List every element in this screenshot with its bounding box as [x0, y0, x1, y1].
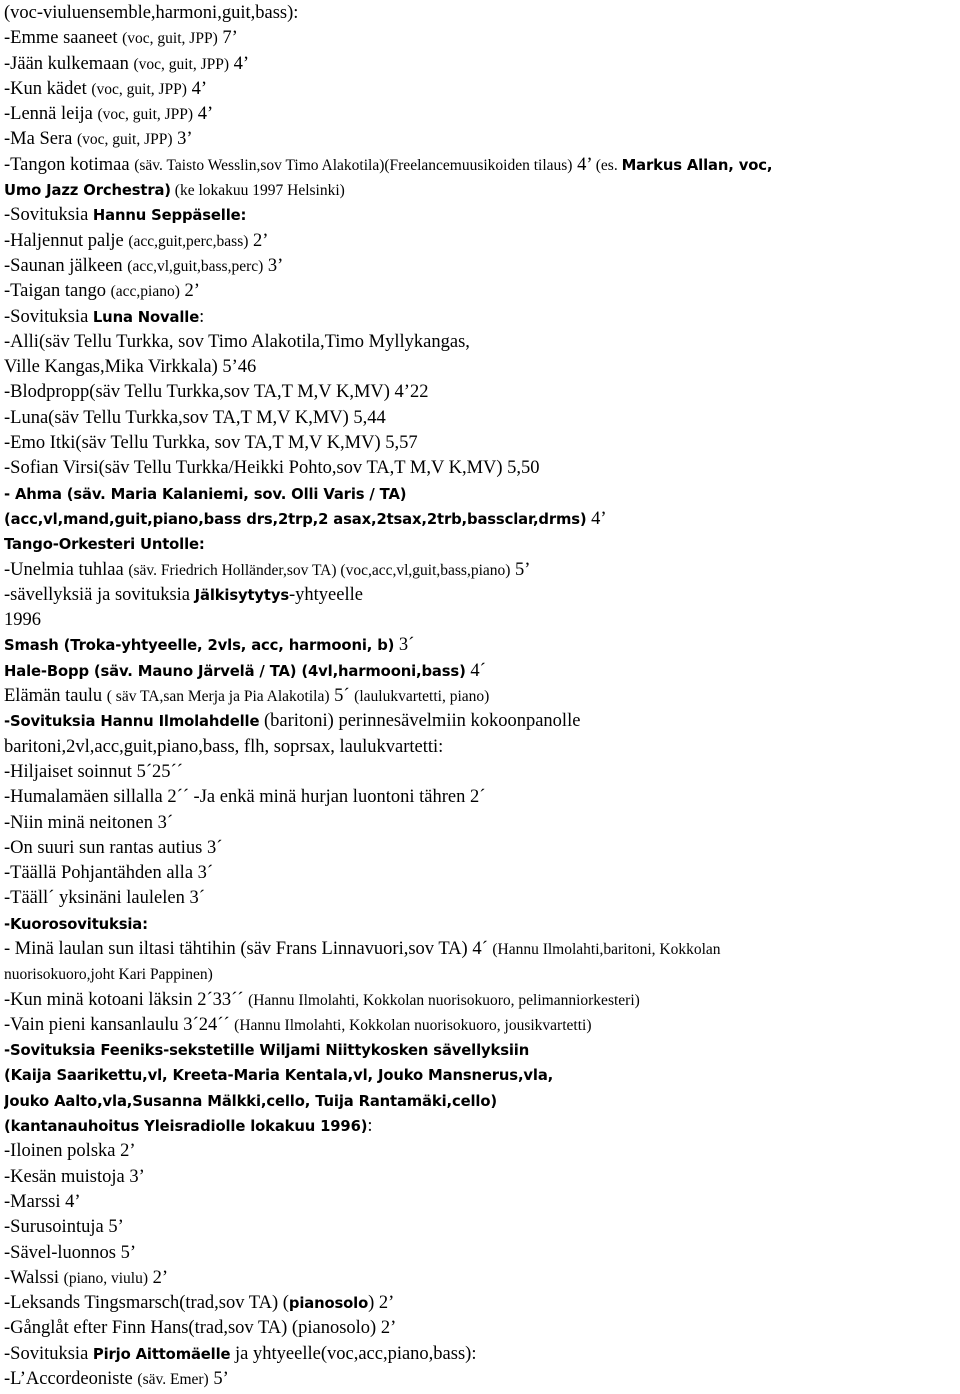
- text-run: -Marssi 4’: [4, 1191, 81, 1212]
- text-run: -Niin minä neitonen 3´: [4, 812, 174, 833]
- text-run: -Sofian Virsi(säv Tellu Turkka/Heikki Pohto,sov TA,T M,V K,MV) 5,50: [4, 458, 540, 479]
- text-line: [4, 1367, 956, 1392]
- text-line: [4, 1114, 956, 1139]
- bold-text-run: Jouko Aalto,vla,Susanna Mälkki,cello, Tuija Rantamäki,cello): [4, 1092, 497, 1110]
- text-run: (Hannu Ilmolahti,baritoni, Kokkolan: [492, 940, 721, 958]
- text-line: [4, 1215, 956, 1240]
- text-line: [4, 153, 956, 178]
- text-line: [4, 684, 956, 709]
- text-run: (säv. Emer): [137, 1371, 209, 1389]
- text-line: [4, 431, 956, 456]
- text-run: 3’: [263, 255, 284, 276]
- text-line: [4, 785, 956, 810]
- text-run: (säv. Friedrich Holländer,sov TA) (voc,acc,vl,guit,bass,piano): [128, 561, 511, 579]
- text-line: [4, 254, 956, 279]
- bold-text-run: Hannu Seppäselle:: [92, 207, 247, 225]
- text-run: 5´: [329, 686, 355, 707]
- text-line: [4, 861, 956, 886]
- bold-text-run: pianosolo: [288, 1295, 369, 1313]
- text-line: [4, 1063, 956, 1088]
- text-line: [4, 380, 956, 405]
- text-run: (voc-viuluensemble,harmoni,guit,bass):: [4, 3, 299, 23]
- text-run: 4’: [193, 104, 214, 125]
- bold-text-run: (Kaija Saarikettu,vl, Kreeta-Maria Kentala,vl, Jouko Mansnerus,vla,: [4, 1067, 554, 1085]
- text-line: [4, 178, 956, 203]
- text-run: -sävellyksiä ja sovituksia: [4, 584, 195, 605]
- text-run: (voc, guit, JPP): [76, 131, 173, 149]
- text-line: [4, 77, 956, 102]
- text-run: -Sovituksia: [4, 205, 93, 226]
- bold-text-run: - Ahma (säv. Maria Kalaniemi, sov. Olli Varis / TA): [4, 485, 407, 503]
- text-run: 2’: [248, 230, 269, 251]
- text-line: [4, 1, 956, 26]
- text-run: -Kesän muistoja 3’: [4, 1166, 145, 1187]
- text-run: Ville Kangas,Mika Virkkala) 5’46: [4, 357, 257, 378]
- text-line: [4, 102, 956, 127]
- text-run: -Saunan jälkeen: [4, 255, 128, 276]
- bold-text-run: Jälkisytytys: [194, 586, 289, 604]
- text-run: -Luna(säv Tellu Turkka,sov TA,T M,V K,MV) 5,44: [4, 407, 386, 428]
- text-run: -Gånglåt efter Finn Hans(trad,sov TA) (pianosolo) 2’: [4, 1318, 397, 1339]
- text-run: -Hiljaiset soinnut 5´25´´: [4, 761, 183, 782]
- text-line: [4, 229, 956, 254]
- text-line: [4, 583, 956, 608]
- bold-text-run: (kantanauhoitus Yleisradiolle lokakuu 1996): [4, 1118, 368, 1136]
- text-run: 3´: [394, 635, 415, 656]
- text-line: [4, 1291, 956, 1316]
- text-line: [4, 608, 956, 633]
- text-run: (piano, viulu): [63, 1269, 149, 1287]
- text-run: 2’: [148, 1267, 169, 1288]
- bold-text-run: -Sovituksia Feeniks-sekstetille Wiljami Niittykosken sävellyksiin: [4, 1042, 530, 1060]
- text-run: 4’: [229, 53, 250, 74]
- text-run: -yhtyeelle: [289, 584, 363, 605]
- text-line: [4, 1190, 956, 1215]
- text-line: [4, 937, 956, 962]
- text-run: -Alli(säv Tellu Turkka, sov Timo Alakotila,Timo Myllykangas,: [4, 331, 470, 352]
- text-run: (baritoni) perinnesävelmiin kokoonpanolle: [259, 711, 581, 732]
- bold-text-run: Luna Novalle: [92, 308, 200, 326]
- text-run: (acc,vl,guit,bass,perc): [127, 257, 264, 275]
- bold-text-run: -Kuorosovituksia:: [4, 915, 148, 933]
- text-line: [4, 456, 956, 481]
- text-run: -Sovituksia: [4, 306, 93, 327]
- text-line: [4, 305, 956, 330]
- bold-text-run: Pirjo Aittomäelle: [92, 1345, 231, 1363]
- text-run: 2’: [179, 281, 200, 302]
- text-run: -Emo Itki(säv Tellu Turkka, sov TA,T M,V K,MV) 5,57: [4, 433, 418, 454]
- text-run: -Haljennut palje: [4, 230, 129, 251]
- text-run: (acc,piano): [110, 283, 180, 301]
- text-line: [4, 962, 956, 987]
- text-line: [4, 1038, 956, 1063]
- text-line: [4, 1089, 956, 1114]
- text-run: -Ma Sera: [4, 129, 77, 150]
- text-run: -Sävel-luonnos 5’: [4, 1242, 137, 1263]
- text-line: [4, 760, 956, 785]
- text-run: Elämän taulu: [4, 686, 107, 707]
- text-line: [4, 709, 956, 734]
- text-run: ( säv TA,san Merja ja Pia Alakotila): [106, 688, 330, 706]
- bold-text-run: Markus Allan, voc,: [621, 156, 773, 174]
- text-line: [4, 507, 956, 532]
- bold-text-run: Hale-Bopp (säv. Mauno Järvelä / TA) (4vl,harmooni,bass): [4, 662, 466, 680]
- text-line: [4, 279, 956, 304]
- text-run: (acc,guit,perc,bass): [128, 232, 249, 250]
- text-run: -Surusointuja 5’: [4, 1217, 124, 1238]
- text-line: [4, 52, 956, 77]
- text-run: 5’: [208, 1369, 229, 1390]
- text-line: [4, 1241, 956, 1266]
- text-run: -Tangon kotimaa: [4, 154, 135, 175]
- text-line: [4, 330, 956, 355]
- text-line: [4, 659, 956, 684]
- text-run: -Vain pieni kansanlaulu 3´24´´: [4, 1014, 235, 1035]
- text-line: [4, 1266, 956, 1291]
- text-run: -Lennä leija: [4, 104, 98, 125]
- text-line: [4, 127, 956, 152]
- text-run: :: [367, 1116, 373, 1137]
- bold-text-run: Smash (Troka-yhtyeelle, 2vls, acc, harmooni, b): [4, 637, 395, 655]
- text-line: [4, 406, 956, 431]
- text-run: 3’: [172, 129, 193, 150]
- text-run: baritoni,2vl,acc,guit,piano,bass, flh, soprsax, laulukvartetti:: [4, 736, 444, 757]
- text-run: (voc, guit, JPP): [133, 55, 230, 73]
- text-run: (voc, guit, JPP): [97, 106, 194, 124]
- text-run: -Unelmia tuhlaa: [4, 559, 129, 580]
- text-run: -Taigan tango: [4, 281, 111, 302]
- text-run: -Blodpropp(säv Tellu Turkka,sov TA,T M,V K,MV) 4’22: [4, 382, 429, 403]
- text-run: (laulukvartetti, piano): [354, 688, 490, 706]
- text-run: ) 2’: [368, 1293, 395, 1314]
- text-run: -Täällä Pohjantähden alla 3´: [4, 863, 214, 884]
- text-run: -Jään kulkemaan: [4, 53, 134, 74]
- text-line: [4, 203, 956, 228]
- text-run: 4´: [465, 660, 486, 681]
- text-run: 4’: [572, 154, 596, 175]
- text-run: nuorisokuoro,joht Kari Pappinen): [4, 966, 213, 984]
- text-run: (säv. Taisto Wesslin,sov Timo Alakotila)(Freelancemuusikoiden tilaus): [134, 156, 573, 174]
- text-run: 1996: [4, 610, 41, 631]
- text-line: [4, 532, 956, 557]
- text-line: [4, 1342, 956, 1367]
- text-line: [4, 26, 956, 51]
- text-line: [4, 735, 956, 760]
- text-line: [4, 988, 956, 1013]
- text-line: [4, 886, 956, 911]
- text-run: 4’: [186, 78, 207, 99]
- text-run: -Sovituksia: [4, 1343, 93, 1364]
- text-run: 5’: [510, 559, 531, 580]
- text-run: -Kun minä kotoani läksin 2´33´´: [4, 989, 249, 1010]
- text-line: [4, 482, 956, 507]
- bold-text-run: Umo Jazz Orchestra): [4, 182, 171, 200]
- text-run: -Iloinen polska 2’: [4, 1141, 136, 1162]
- text-run: -Emme saaneet: [4, 28, 123, 49]
- bold-text-run: (acc,vl,mand,guit,piano,bass drs,2trp,2 asax,2tsax,2trb,bassclar,drms): [4, 510, 587, 528]
- text-line: [4, 1316, 956, 1341]
- text-run: (es.: [595, 156, 622, 174]
- text-line: [4, 355, 956, 380]
- text-line: [4, 1165, 956, 1190]
- text-run: 7’: [217, 28, 238, 49]
- text-line: [4, 912, 956, 937]
- text-line: [4, 558, 956, 583]
- text-run: (voc, guit, JPP): [91, 80, 187, 98]
- text-run: -Leksands Tingsmarsch(trad,sov TA) (: [4, 1293, 289, 1314]
- text-run: -Tääll´ yksinäni laulelen 3´: [4, 888, 205, 909]
- text-run: -Kun kädet: [4, 78, 92, 99]
- text-run: (ke lokakuu 1997 Helsinki): [170, 182, 345, 200]
- text-run: - Minä laulan sun iltasi tähtihin (säv Frans Linnavuori,sov TA) 4´: [4, 938, 493, 959]
- text-run: (Hannu Ilmolahti, Kokkolan nuorisokuoro, pelimanniorkesteri): [248, 991, 640, 1009]
- text-line: [4, 811, 956, 836]
- text-run: 4’: [586, 508, 607, 529]
- text-run: -Humalamäen sillalla 2´´ -Ja enkä minä hurjan luontoni tähren 2´: [4, 787, 486, 808]
- text-run: (voc, guit, JPP): [122, 30, 218, 48]
- text-run: -On suuri sun rantas autius 3´: [4, 837, 223, 858]
- text-run: -Walssi: [4, 1267, 64, 1288]
- bold-text-run: Tango-Orkesteri Untolle:: [4, 536, 205, 554]
- text-line: [4, 633, 956, 658]
- text-run: ja yhtyeelle(voc,acc,piano,bass):: [230, 1343, 477, 1364]
- text-run: (Hannu Ilmolahti, Kokkolan nuorisokuoro, jousikvartetti): [234, 1016, 592, 1034]
- document-page: [4, 1, 956, 1392]
- text-run: :: [199, 306, 205, 327]
- bold-text-run: -Sovituksia Hannu Ilmolahdelle: [4, 713, 260, 731]
- text-line: [4, 1013, 956, 1038]
- text-line: [4, 836, 956, 861]
- text-run: -L’Accordeoniste: [4, 1369, 138, 1390]
- text-line: [4, 1139, 956, 1164]
